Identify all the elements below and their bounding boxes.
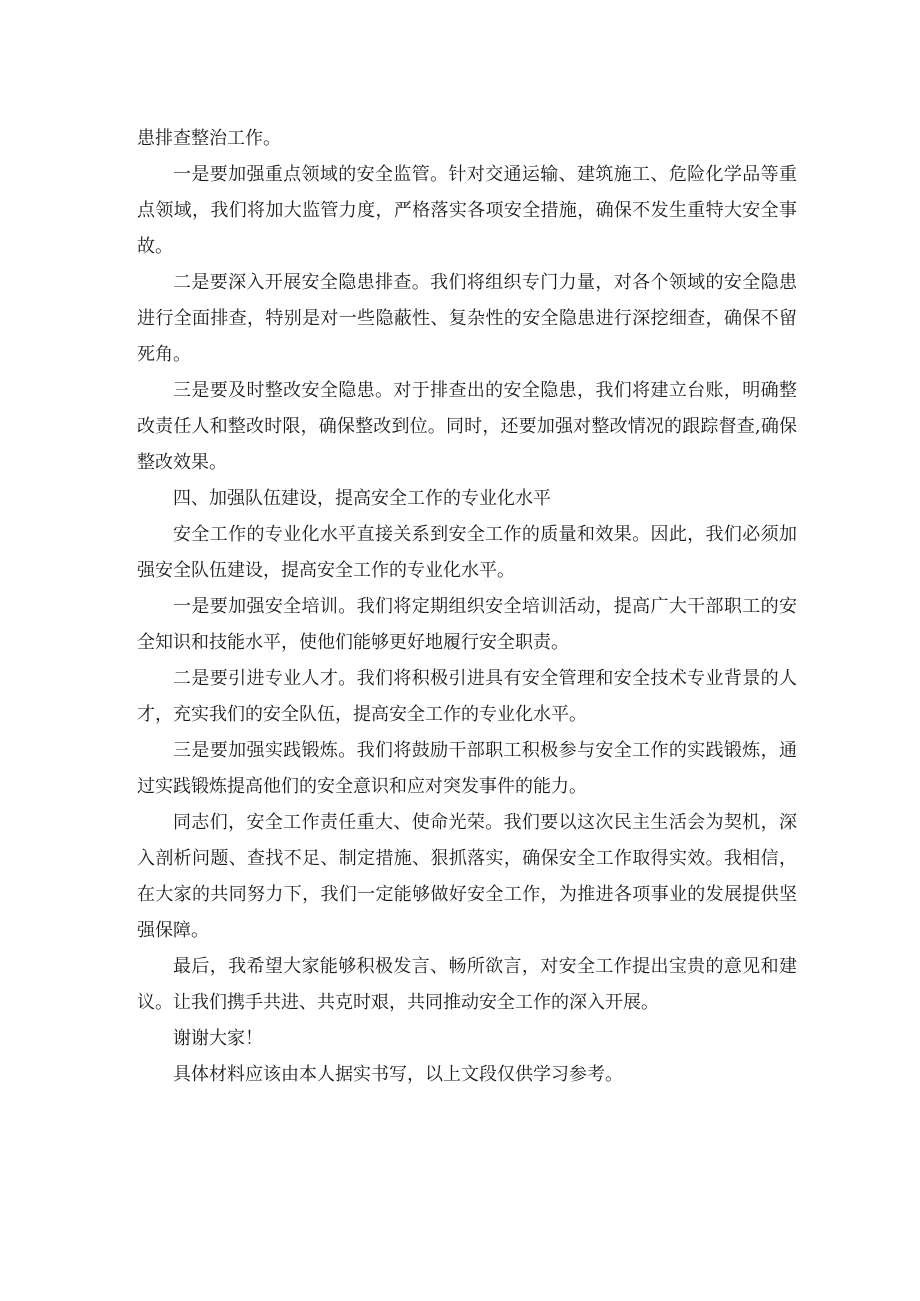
paragraph-safety-training: 一是要加强安全培训。我们将定期组织安全培训活动，提高广大干部职工的安全知识和技能水平，使他们能够更好地履行安全职责。 <box>137 596 797 653</box>
paragraph-practice-training: 三是要加强实践锻炼。我们将鼓励干部职工积极参与安全工作的实践锻炼，通过实践锻炼提高他们的安全意识和应对突发事件的能力。 <box>137 740 797 797</box>
paragraph-professionalism-intro: 安全工作的专业化水平直接关系到安全工作的质量和效果。因此，我们必须加强安全队伍建设，提高安全工作的专业化水平。 <box>137 524 797 581</box>
paragraph-closing-remarks: 同志们，安全工作责任重大、使命光荣。我们要以这次民主生活会为契机，深入剖析问题、查找不足、制定措施、狠抓落实，确保安全工作取得实效。我相信，在大家的共同努力下，我们一定能够做好安全工作，为推进各项事业的发展提供坚强保障。 <box>137 812 797 941</box>
paragraph-thanks: 谢谢大家！ <box>173 1028 263 1049</box>
paragraph-continuation: 患排查整治工作。 <box>137 128 281 149</box>
paragraph-talent-recruitment: 二是要引进专业人才。我们将积极引进具有安全管理和安全技术专业背景的人才，充实我们的安全队伍，提高安全工作的专业化水平。 <box>137 668 797 725</box>
paragraph-final-appeal: 最后，我希望大家能够积极发言、畅所欲言，对安全工作提出宝贵的意见和建议。让我们携手共进、共克时艰，共同推动安全工作的深入开展。 <box>137 956 797 1013</box>
document-body <box>137 121 797 1093</box>
paragraph-key-area-supervision: 一是要加强重点领域的安全监管。针对交通运输、建筑施工、危险化学品等重点领域，我们将加大监管力度，严格落实各项安全措施，确保不发生重特大安全事故。 <box>137 164 797 257</box>
paragraph-hazard-rectification: 三是要及时整改安全隐患。对于排查出的安全隐患，我们将建立台账，明确整改责任人和整改时限，确保整改到位。同时，还要加强对整改情况的跟踪督查,确保整改效果。 <box>137 380 797 473</box>
section-heading-team-building: 四、加强队伍建设，提高安全工作的专业化水平 <box>173 488 551 509</box>
paragraph-hazard-inspection: 二是要深入开展安全隐患排查。我们将组织专门力量，对各个领域的安全隐患进行全面排查，特别是对一些隐蔽性、复杂性的安全隐患进行深挖细查，确保不留死角。 <box>137 272 797 365</box>
paragraph-disclaimer: 具体材料应该由本人据实书写，以上文段仅供学习参考。 <box>173 1064 623 1085</box>
